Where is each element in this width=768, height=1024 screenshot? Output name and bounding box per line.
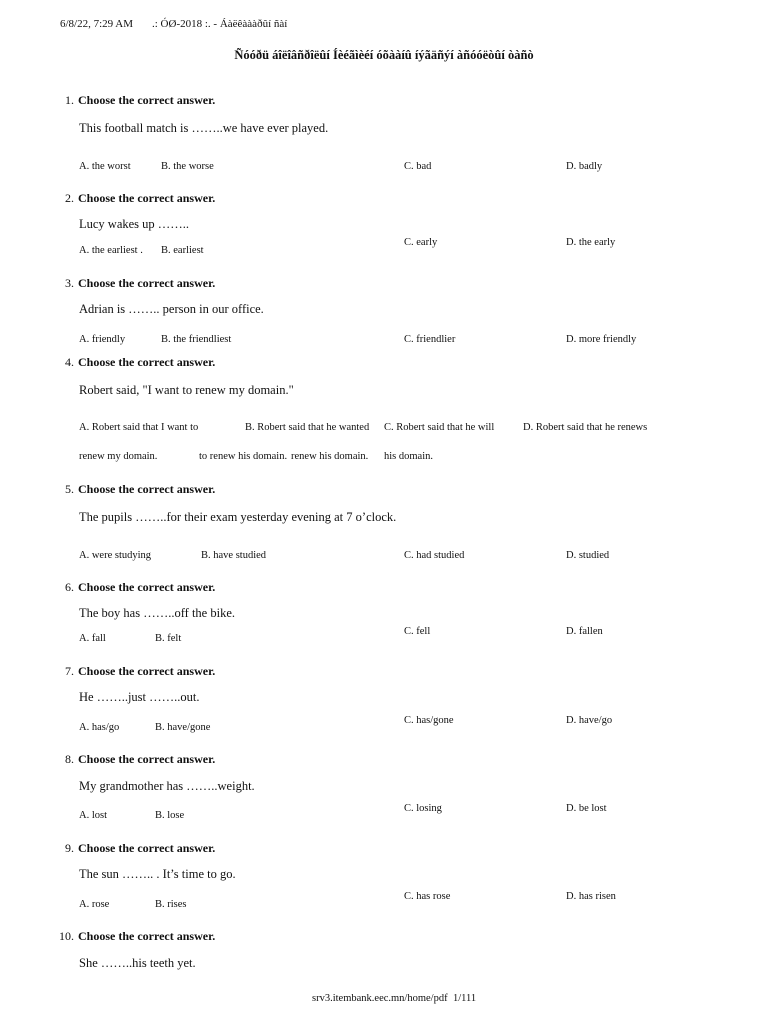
- question-stem: He ……..just ……..out.: [79, 690, 200, 704]
- option-a[interactable]: A. were studying: [79, 550, 152, 561]
- footer-page-number: 1/111: [453, 993, 477, 1004]
- question-number: 6.: [65, 580, 74, 594]
- option-b[interactable]: B. earliest: [161, 245, 204, 256]
- question-type: Choose the correct answer.: [78, 929, 216, 943]
- option-c[interactable]: C. fell: [404, 626, 431, 637]
- question-number: 4.: [65, 355, 74, 369]
- option-a[interactable]: A. rose: [79, 899, 110, 910]
- question-stem: My grandmother has ……..weight.: [79, 779, 255, 793]
- page-title: Ñóóðü áîëîâñðîëûí Íèéãìèéí óõààíû íýãäñýí àñóóëòûí òàñò: [234, 48, 534, 62]
- option-a[interactable]: A. the earliest .: [79, 245, 143, 256]
- option-d-continued[interactable]: his domain.: [384, 451, 433, 462]
- question-type: Choose the correct answer.: [78, 276, 216, 290]
- option-c[interactable]: C. Robert said that he will: [384, 422, 495, 433]
- option-b[interactable]: B. the worse: [161, 161, 214, 172]
- question-stem: Lucy wakes up ……..: [79, 217, 190, 231]
- question-number: 1.: [65, 93, 74, 107]
- question-number: 7.: [65, 664, 74, 678]
- option-c[interactable]: C. bad: [404, 161, 432, 172]
- option-c[interactable]: C. friendlier: [404, 334, 456, 345]
- print-datetime: 6/8/22, 7:29 AM: [60, 18, 134, 30]
- question-stem: The pupils ……..for their exam yesterday evening at 7 o’clock.: [79, 510, 397, 524]
- question-stem: The sun …….. . It’s time to go.: [79, 867, 236, 881]
- option-b[interactable]: B. have/gone: [155, 722, 211, 733]
- option-d[interactable]: D. Robert said that he renews: [523, 422, 648, 433]
- option-c-continued[interactable]: renew his domain.: [291, 451, 369, 462]
- option-d[interactable]: D. has risen: [566, 891, 616, 902]
- option-c[interactable]: C. has rose: [404, 891, 451, 902]
- option-d[interactable]: D. be lost: [566, 803, 607, 814]
- option-d[interactable]: D. studied: [566, 550, 610, 561]
- question-number: 9.: [65, 841, 74, 855]
- print-doc-title: .: ÓØ-2018 :. - Áàëêàààðûí ñàí: [152, 18, 288, 30]
- option-c[interactable]: C. losing: [404, 803, 442, 814]
- question-stem: She ……..his teeth yet.: [79, 956, 196, 970]
- option-a[interactable]: A. friendly: [79, 334, 126, 345]
- option-d[interactable]: D. more friendly: [566, 334, 637, 345]
- question-stem: The boy has ……..off the bike.: [79, 606, 235, 620]
- option-a-continued[interactable]: renew my domain.: [79, 451, 158, 462]
- option-c[interactable]: C. early: [404, 237, 438, 248]
- question-stem: This football match is ……..we have ever played.: [79, 121, 329, 135]
- option-d[interactable]: D. fallen: [566, 626, 603, 637]
- question-type: Choose the correct answer.: [78, 93, 216, 107]
- question-number: 2.: [65, 191, 74, 205]
- option-b[interactable]: B. rises: [155, 899, 187, 910]
- option-a[interactable]: A. has/go: [79, 722, 120, 733]
- question-number: 5.: [65, 482, 74, 496]
- option-b-continued[interactable]: to renew his domain.: [199, 451, 288, 462]
- footer-url: srv3.itembank.eec.mn/home/pdf: [312, 993, 448, 1004]
- option-b[interactable]: B. Robert said that he wanted: [245, 422, 370, 433]
- question-stem: Adrian is …….. person in our office.: [79, 302, 264, 316]
- question-type: Choose the correct answer.: [78, 355, 216, 369]
- option-d[interactable]: D. the early: [566, 237, 616, 248]
- option-b[interactable]: B. lose: [155, 810, 185, 821]
- option-b[interactable]: B. felt: [155, 633, 182, 644]
- question-number: 10.: [59, 929, 74, 943]
- option-a[interactable]: A. the worst: [79, 161, 131, 172]
- option-a[interactable]: A. lost: [79, 810, 108, 821]
- question-type: Choose the correct answer.: [78, 841, 216, 855]
- option-a[interactable]: A. fall: [79, 633, 106, 644]
- question-type: Choose the correct answer.: [78, 191, 216, 205]
- option-c[interactable]: C. had studied: [404, 550, 465, 561]
- question-type: Choose the correct answer.: [78, 752, 216, 766]
- option-c[interactable]: C. has/gone: [404, 715, 454, 726]
- question-type: Choose the correct answer.: [78, 580, 216, 594]
- option-b[interactable]: B. the friendliest: [161, 334, 232, 345]
- option-d[interactable]: D. badly: [566, 161, 603, 172]
- question-type: Choose the correct answer.: [78, 664, 216, 678]
- question-number: 3.: [65, 276, 74, 290]
- question-number: 8.: [65, 752, 74, 766]
- question-type: Choose the correct answer.: [78, 482, 216, 496]
- option-b[interactable]: B. have studied: [201, 550, 267, 561]
- option-a[interactable]: A. Robert said that I want to: [79, 422, 199, 433]
- question-stem: Robert said, "I want to renew my domain.": [79, 383, 294, 397]
- option-d[interactable]: D. have/go: [566, 715, 613, 726]
